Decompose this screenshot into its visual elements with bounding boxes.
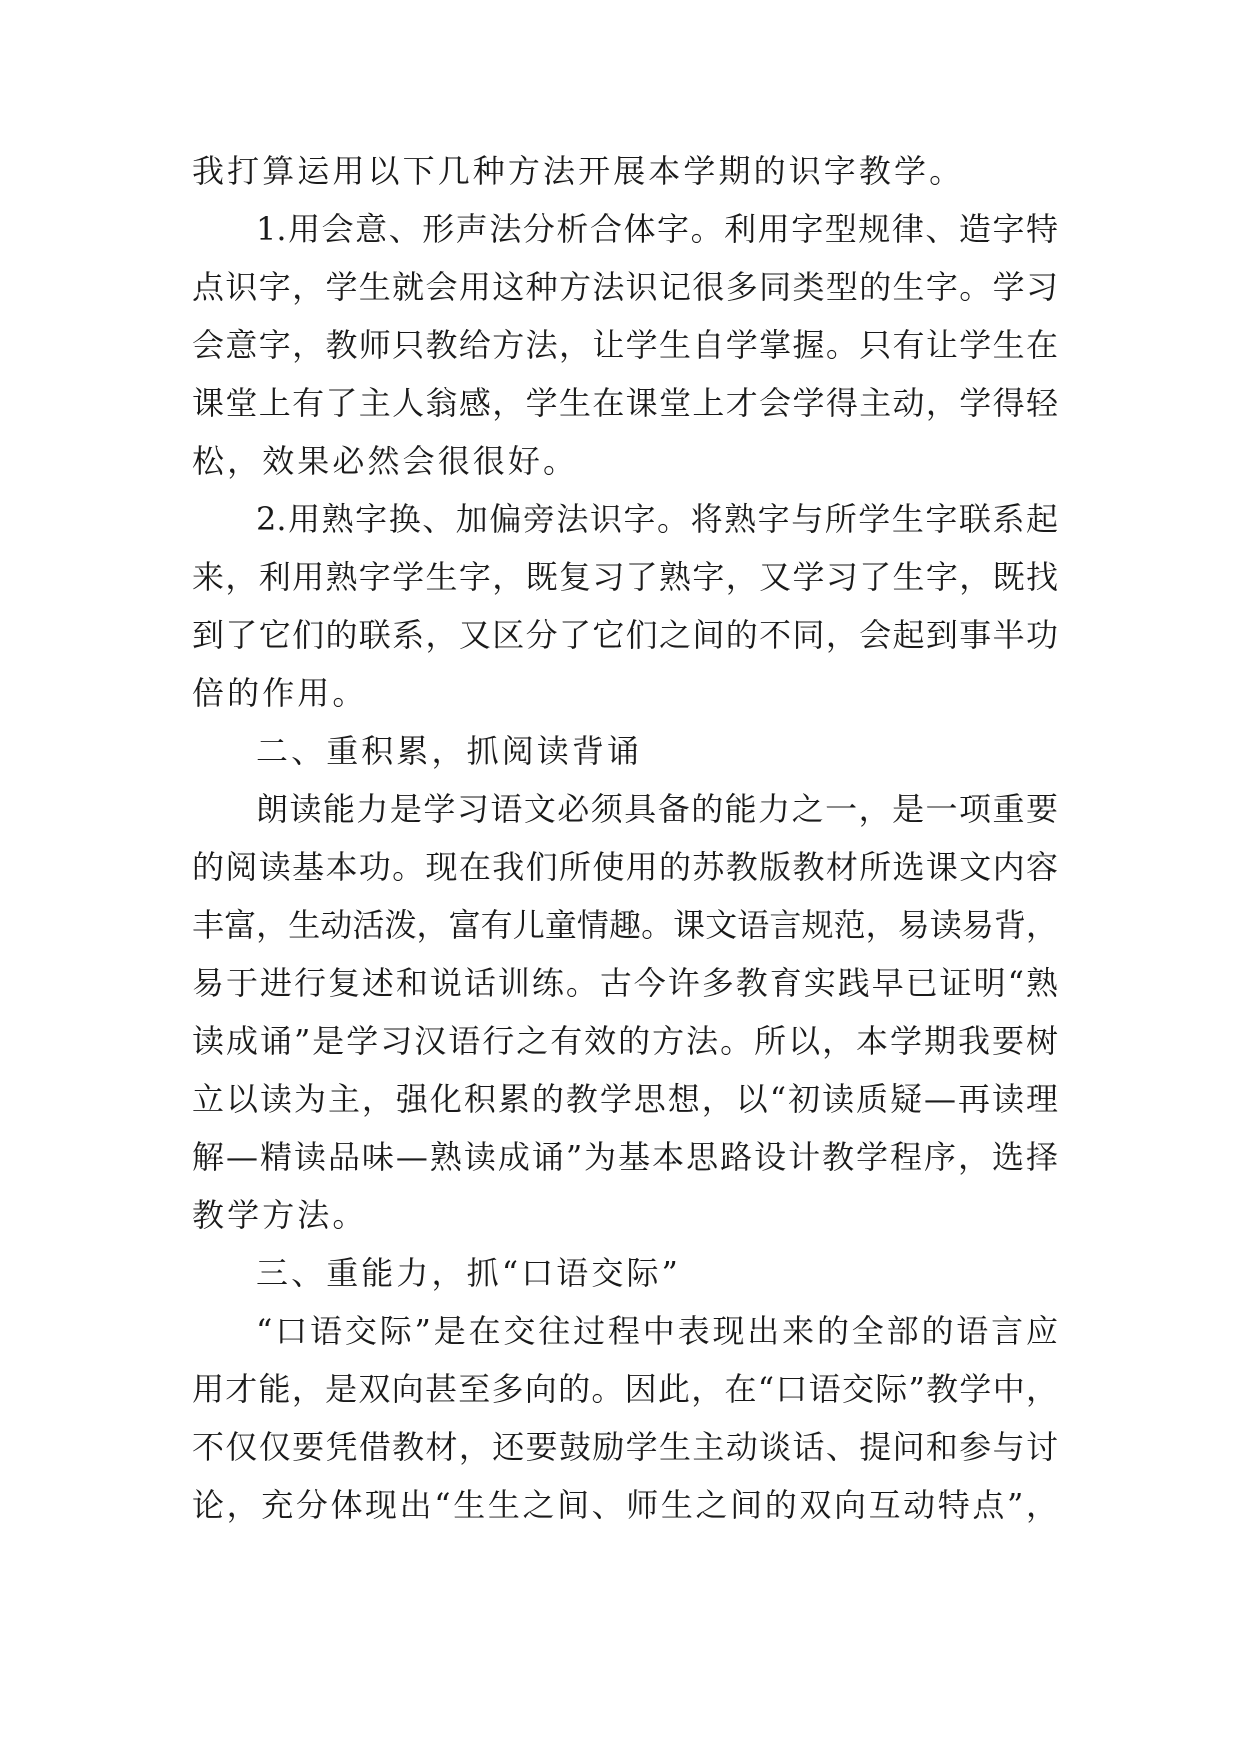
text-line: 倍的作用。 bbox=[192, 674, 368, 712]
text-line: 不仅仅要凭借教材，还要鼓励学生主动谈话、提问和参与讨 bbox=[192, 1428, 1058, 1466]
text-line: 会意字，教师只教给方法，让学生自学掌握。只有让学生在 bbox=[192, 326, 1058, 364]
paragraph-first-line: 1.用会意、形声法分析合体字。利用字型规律、造字特 bbox=[256, 210, 1058, 248]
text-line: 课堂上有了主人翁感，学生在课堂上才会学得主动，学得轻 bbox=[192, 384, 1058, 422]
section-heading: 三、重能力，抓“口语交际” bbox=[256, 1254, 682, 1292]
paragraph-first-line: “口语交际”是在交往过程中表现出来的全部的语言应 bbox=[256, 1312, 1058, 1350]
text-line: 松，效果必然会很很好。 bbox=[192, 442, 579, 480]
text-line: 易于进行复述和说话训练。古今许多教育实践早已证明“熟 bbox=[192, 964, 1058, 1002]
text-line: 立以读为主，强化积累的教学思想，以“初读质疑—再读理 bbox=[192, 1080, 1058, 1118]
section-heading: 二、重积累，抓阅读背诵 bbox=[256, 732, 643, 770]
text-line: 解—精读品味—熟读成诵”为基本思路设计教学程序，选择 bbox=[192, 1138, 1058, 1176]
text-line: 点识字，学生就会用这种方法识记很多同类型的生字。学习 bbox=[192, 268, 1058, 306]
text-line: 我打算运用以下几种方法开展本学期的识字教学。 bbox=[192, 152, 965, 190]
paragraph-first-line: 2.用熟字换、加偏旁法识字。将熟字与所学生字联系起 bbox=[256, 500, 1058, 538]
paragraph-first-line: 朗读能力是学习语文必须具备的能力之一，是一项重要 bbox=[256, 790, 1058, 828]
text-line: 丰富，生动活泼，富有儿童情趣。课文语言规范，易读易背， bbox=[192, 906, 1058, 944]
text-line: 读成诵”是学习汉语行之有效的方法。所以，本学期我要树 bbox=[192, 1022, 1058, 1060]
text-line: 论，充分体现出“生生之间、师生之间的双向互动特点”， bbox=[192, 1486, 1058, 1524]
text-line: 教学方法。 bbox=[192, 1196, 368, 1234]
text-line: 来，利用熟字学生字，既复习了熟字，又学习了生字，既找 bbox=[192, 558, 1058, 596]
text-line: 到了它们的联系，又区分了它们之间的不同，会起到事半功 bbox=[192, 616, 1058, 654]
text-line: 的阅读基本功。现在我们所使用的苏教版教材所选课文内容 bbox=[192, 848, 1058, 886]
text-line: 用才能，是双向甚至多向的。因此，在“口语交际”教学中， bbox=[192, 1370, 1058, 1408]
